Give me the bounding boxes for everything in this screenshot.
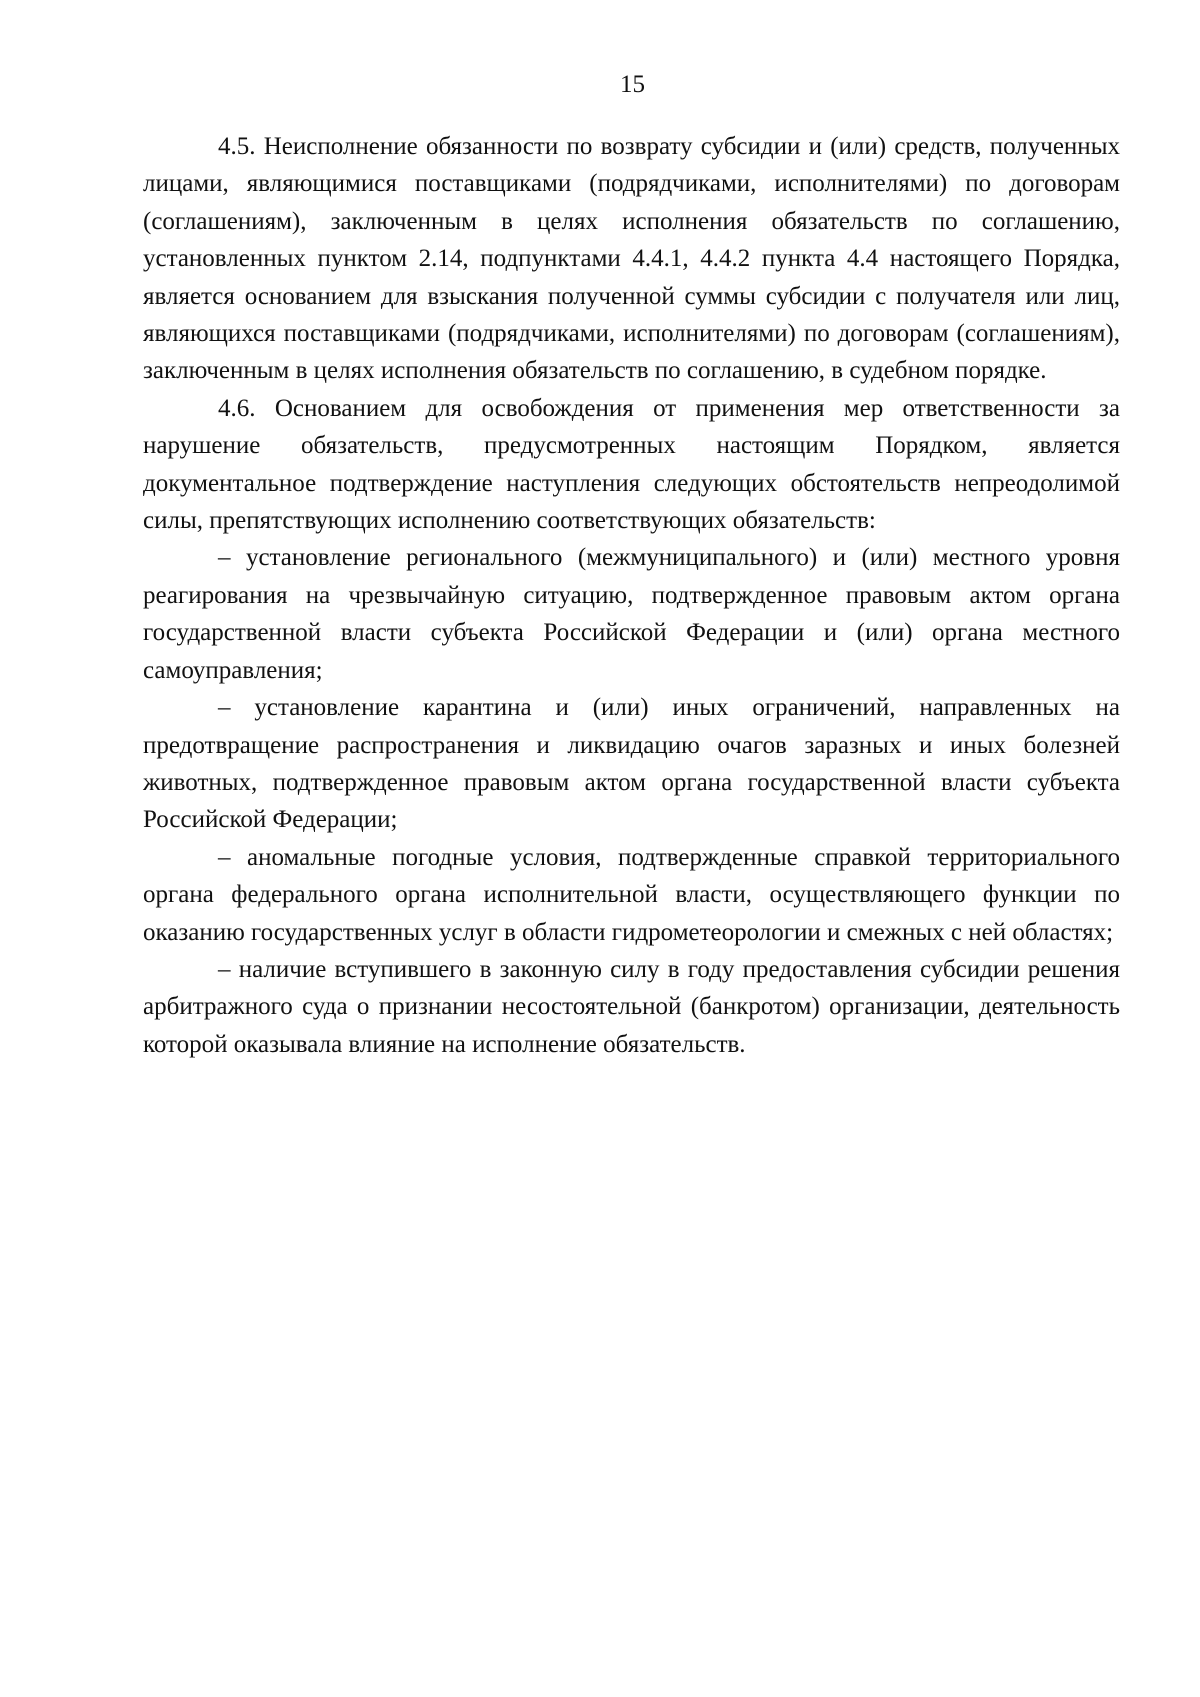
paragraph-4-6: 4.6. Основанием для освобождения от применения мер ответственности за нарушение обязательств, предусмотренных настоящим Порядком, является документальное подтверждение наступления следующих обстоятельств непреодолимой силы, препятствующих исполнению соответствующих обязательств: xyxy=(143,394,1120,535)
list-item-quarantine: – установление карантина и (или) иных ограничений, направленных на предотвращение распространения и ликвидацию очагов заразных и иных болезней животных, подтвержденное правовым актом органа государственной власти субъекта Российской Федерации; xyxy=(143,694,1120,834)
list-item-emergency-response: – установление регионального (межмуниципального) и (или) местного уровня реагирования на чрезвычайную ситуацию, подтвержденное правовым актом органа государственной власти субъекта Российской Федерации и (или) органа местного самоуправления; xyxy=(143,544,1120,684)
document-body xyxy=(143,128,1120,1063)
list-item-bankruptcy-decision: – наличие вступившего в законную силу в году предоставления субсидии решения арбитражного суда о признании несостоятельной (банкротом) организации, деятельность которой оказывала влияние на исполнение обязательств. xyxy=(143,955,1120,1058)
paragraph-4-5: 4.5. Неисполнение обязанности по возврату субсидии и (или) средств, полученных лицами, являющимися поставщиками (подрядчиками, исполнителями) по договорам (соглашениям), заключенным в целях исполнения обязательств по соглашению, установленных пунктом 2.14, подпунктами 4.4.1, 4.4.2 пункта 4.4 настоящего Порядка, является основанием для взыскания полученной суммы субсидии с получателя или лиц, являющихся поставщиками (подрядчиками, исполнителями) по договорам (соглашениям), заключенным в целях исполнения обязательств по соглашению, в судебном порядке. xyxy=(143,133,1120,385)
page-number: 15 xyxy=(620,71,645,98)
list-item-weather-conditions: – аномальные погодные условия, подтвержденные справкой территориального органа федерального органа исполнительной власти, осуществляющего функции по оказанию государственных услуг в области гидрометеорологии и смежных с ней областях; xyxy=(143,843,1120,946)
